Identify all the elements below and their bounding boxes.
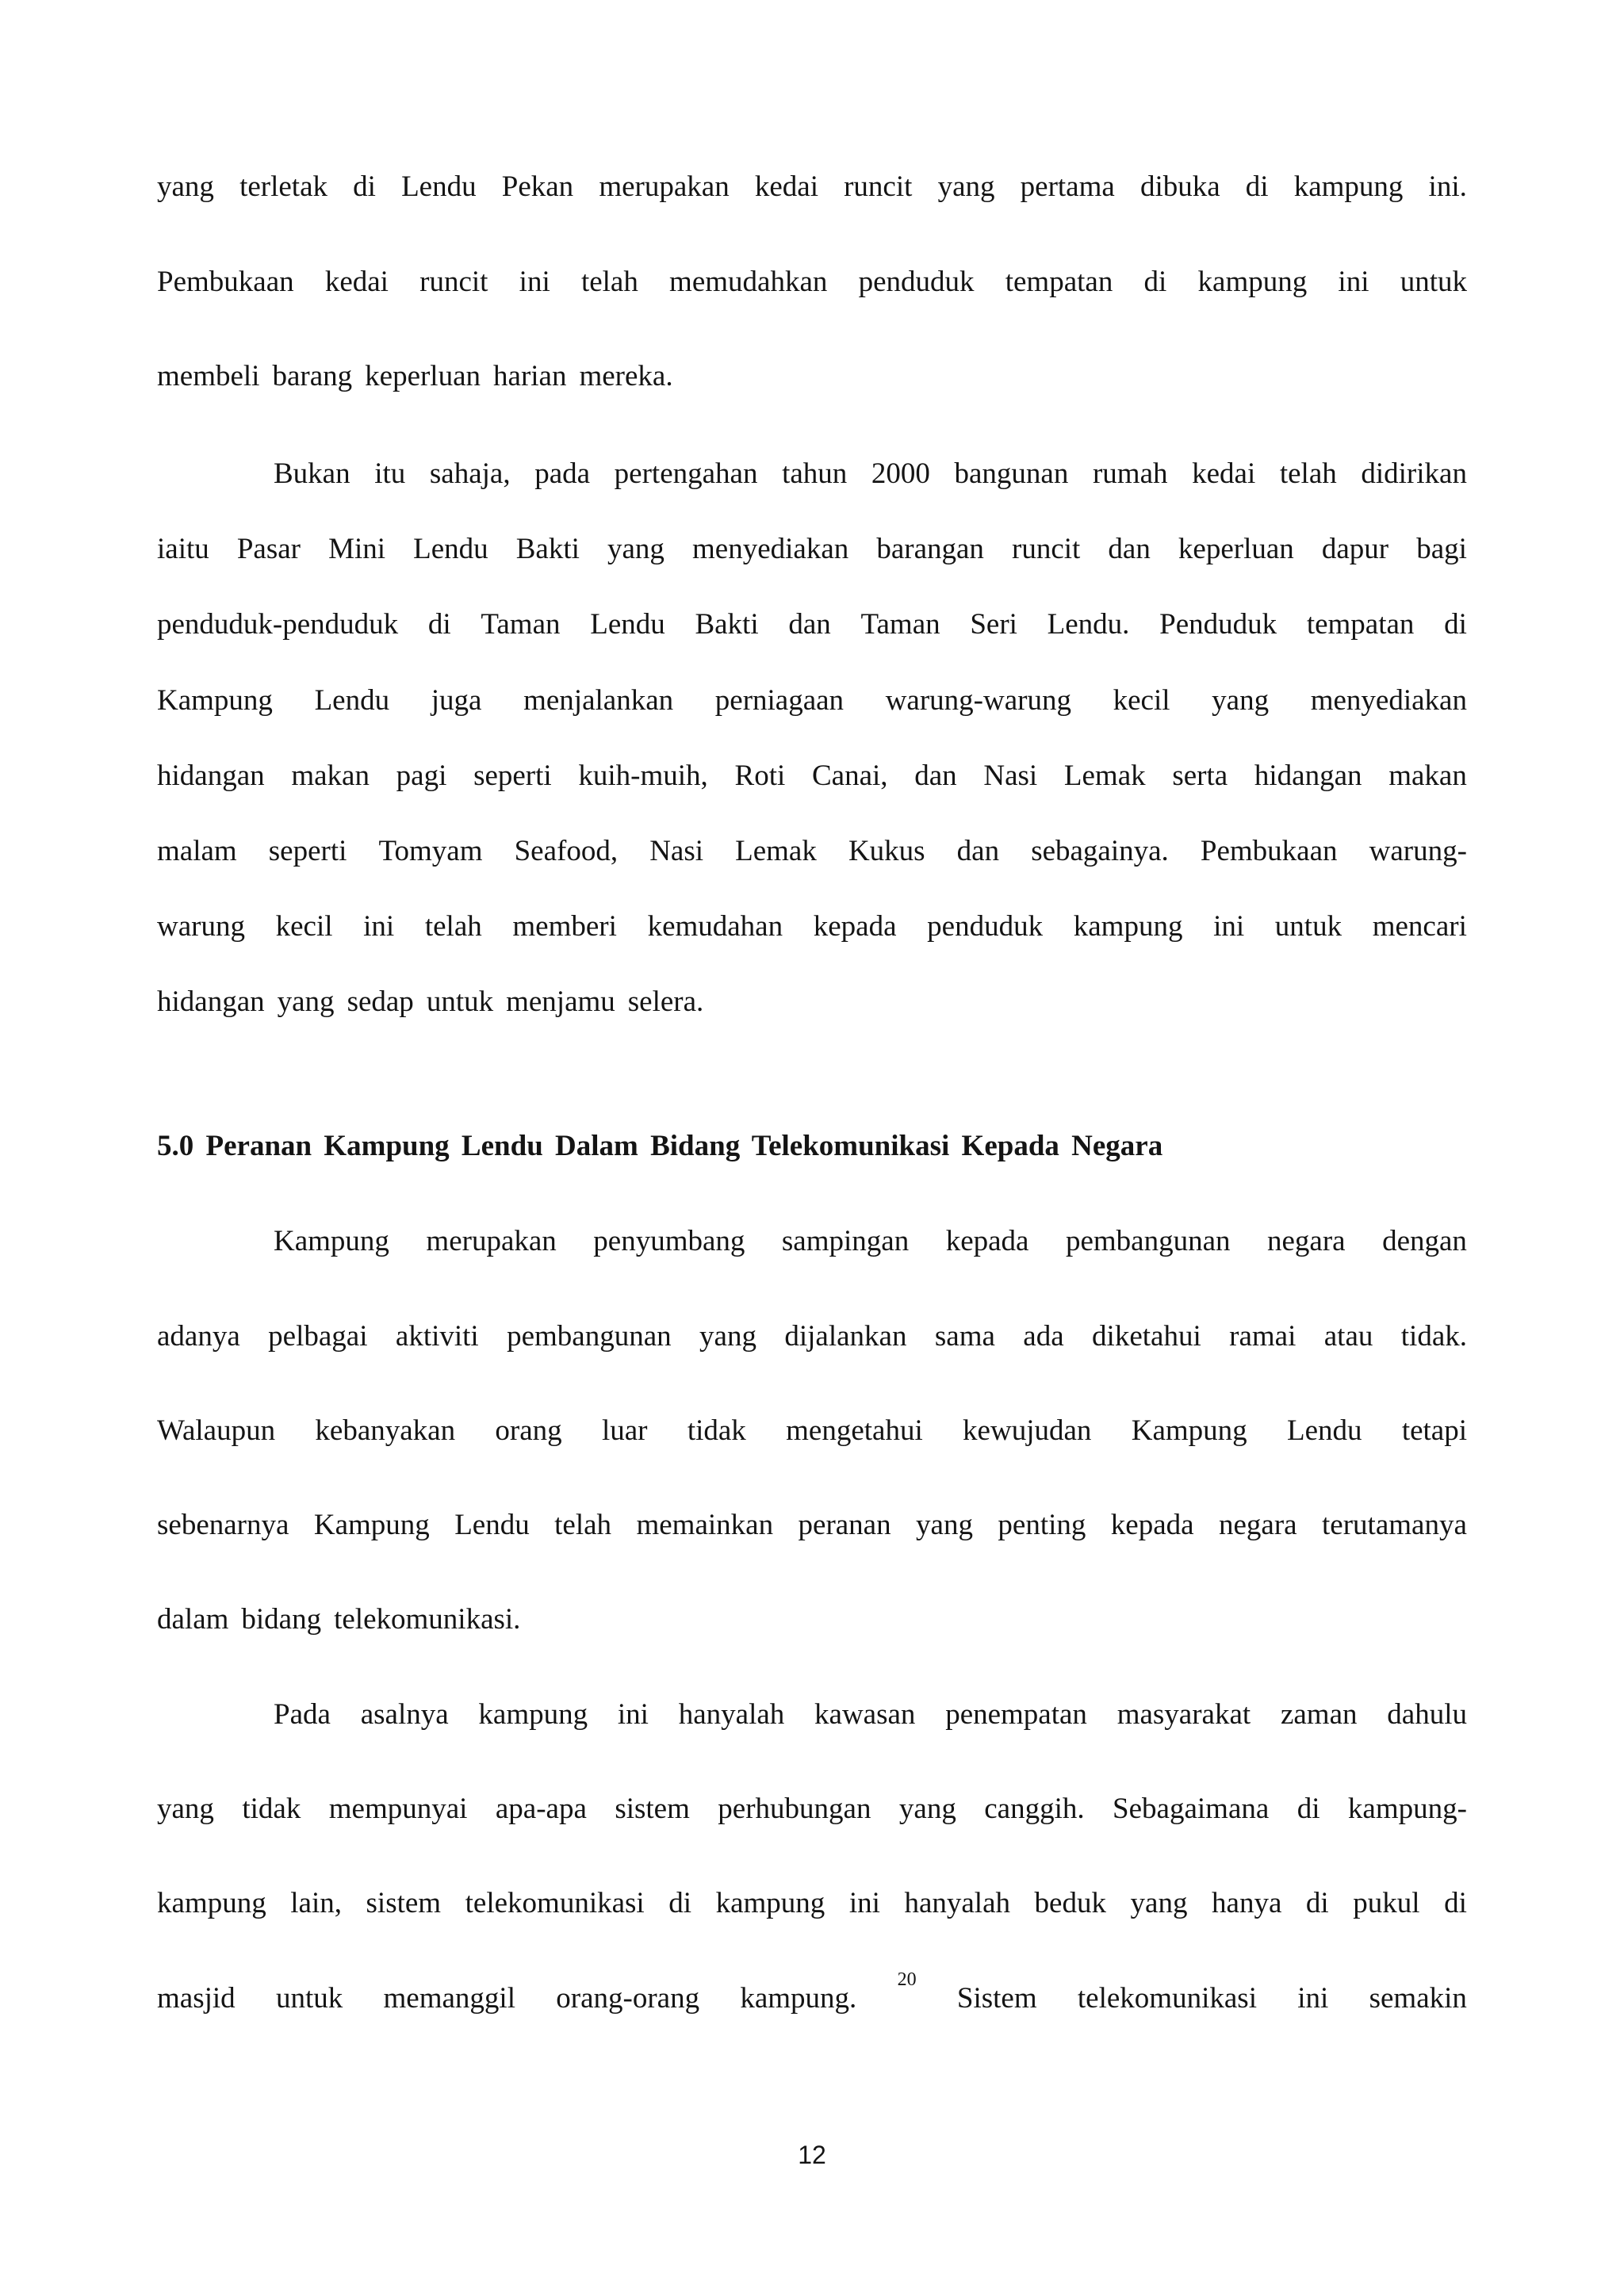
word: dijalankan — [784, 1320, 907, 1353]
word: kampung. — [740, 1982, 857, 2015]
word: untuk — [426, 985, 494, 1018]
word: kewujudan — [963, 1414, 1092, 1447]
word: runcit — [419, 266, 488, 298]
word: tempatan — [1005, 266, 1113, 298]
word: hanya — [1212, 1887, 1282, 1919]
text-line — [157, 908, 1467, 946]
word: seperti — [268, 835, 347, 867]
word: yang — [277, 985, 335, 1018]
text-line — [157, 757, 1467, 795]
word: Lendu — [413, 533, 488, 565]
word: kedai — [1192, 457, 1256, 490]
word: sebagainya. — [1031, 835, 1169, 867]
word: di — [1143, 266, 1167, 298]
word: dapur — [1321, 533, 1389, 565]
footnote-reference[interactable]: 20 — [897, 1969, 917, 1990]
word: serta — [1172, 760, 1228, 792]
word: Kampung — [274, 1225, 389, 1257]
word: kampung- — [1347, 1793, 1467, 1825]
word: masjid — [157, 1982, 236, 2015]
word: ini — [1297, 1982, 1329, 2015]
word: kepada — [1110, 1509, 1194, 1541]
word: memberi — [512, 910, 617, 943]
word: penempatan — [945, 1698, 1087, 1731]
word: warung- — [1369, 835, 1467, 867]
word: kebanyakan — [315, 1414, 456, 1447]
word: sampingan — [781, 1225, 910, 1257]
word: keperluan — [365, 360, 481, 392]
page-number: 12 — [798, 2141, 826, 2169]
word: Sistem — [956, 1982, 1037, 2015]
word: bagi — [1416, 533, 1467, 565]
word: telah — [1279, 457, 1337, 490]
word: telah — [424, 910, 482, 943]
word: yang — [898, 1793, 956, 1825]
word: menjalankan — [523, 684, 674, 717]
word: kawasan — [814, 1698, 916, 1731]
word: ini — [519, 266, 550, 298]
word: diketahui — [1092, 1320, 1201, 1353]
word: harian — [493, 360, 567, 392]
word: yang — [157, 1793, 214, 1825]
text-line — [157, 358, 1467, 396]
word: terletak — [239, 170, 328, 203]
word: Lemak — [735, 835, 817, 867]
word: seperti — [473, 760, 552, 792]
word: warung-warung — [885, 684, 1071, 717]
word: ramai — [1229, 1320, 1297, 1353]
word: makan — [1388, 760, 1467, 792]
word: tempatan — [1306, 608, 1415, 641]
word: Lemak — [1063, 760, 1146, 792]
word: kampung — [715, 1887, 825, 1919]
word: sama — [934, 1320, 995, 1353]
word: penduduk — [858, 266, 975, 298]
word: pembangunan — [507, 1320, 672, 1353]
word: telekomunikasi. — [334, 1603, 521, 1636]
word: peranan — [798, 1509, 891, 1541]
word: warung — [157, 910, 245, 943]
text-line — [157, 168, 1467, 206]
word: mengetahui — [786, 1414, 923, 1447]
text-line — [157, 1790, 1467, 1828]
text-line — [157, 682, 1467, 720]
word: menjamu — [506, 985, 615, 1018]
word: Lendu — [1286, 1414, 1362, 1447]
word: yang — [916, 1509, 973, 1541]
word: didirikan — [1361, 457, 1467, 490]
word: negara — [1219, 1509, 1297, 1541]
word: kedai — [324, 266, 389, 298]
word: di — [1444, 1887, 1467, 1919]
word: Penduduk — [1159, 608, 1277, 641]
word: mempunyai — [328, 1793, 468, 1825]
word: yang — [1212, 684, 1270, 717]
word: ini. — [1428, 170, 1467, 203]
word: Pekan — [501, 170, 574, 203]
word: perhubungan — [718, 1793, 871, 1825]
word: ini — [617, 1698, 649, 1731]
word: pertengahan — [614, 457, 758, 490]
word: kepada — [813, 910, 897, 943]
word: Bukan — [274, 457, 350, 490]
word: pertama — [1020, 170, 1115, 203]
word: ini — [363, 910, 395, 943]
word: mencari — [1372, 910, 1467, 943]
word: aktiviti — [395, 1320, 479, 1353]
word: zaman — [1280, 1698, 1358, 1731]
word: merupakan — [426, 1225, 557, 1257]
word: telekomunikasi — [1077, 1982, 1257, 2015]
text-line — [157, 1885, 1467, 1923]
word: sistem — [366, 1887, 442, 1919]
word: orang — [495, 1414, 562, 1447]
word: lain, — [290, 1887, 342, 1919]
word: masyarakat — [1116, 1698, 1251, 1731]
word: Pada — [274, 1698, 331, 1731]
word: dalam — [157, 1603, 229, 1636]
word: Pasar — [236, 533, 301, 565]
word: di — [668, 1887, 692, 1919]
word: di — [1305, 1887, 1329, 1919]
word: malam — [157, 835, 237, 867]
word: dahulu — [1387, 1698, 1467, 1731]
text-line — [274, 1223, 1467, 1261]
word: memudahkan — [669, 266, 828, 298]
word: hanyalah — [678, 1698, 785, 1731]
section-heading: 5.0 Peranan Kampung Lendu Dalam Bidang Telekomunikasi Kepada Negara — [157, 1130, 1163, 1162]
word: bangunan — [954, 457, 1069, 490]
word: memanggil — [383, 1982, 515, 2015]
text-line — [157, 1318, 1467, 1356]
text-line — [157, 1506, 1467, 1544]
word: tahun — [782, 457, 848, 490]
word: Roti — [734, 760, 786, 792]
word: penyumbang — [593, 1225, 745, 1257]
word: yang — [937, 170, 995, 203]
word: Lendu — [314, 684, 390, 717]
word: Taman — [860, 608, 940, 641]
word: Sebagaimana — [1113, 1793, 1270, 1825]
word: kedai — [754, 170, 818, 203]
word: Tomyam — [378, 835, 483, 867]
word: di — [427, 608, 451, 641]
word: tetapi — [1401, 1414, 1467, 1447]
word: untuk — [275, 1982, 343, 2015]
word: barangan — [876, 533, 984, 565]
word: Pembukaan — [1200, 835, 1338, 867]
word: Kukus — [848, 835, 925, 867]
word: dan — [914, 760, 957, 792]
word: kemudahan — [647, 910, 783, 943]
word: makan — [291, 760, 370, 792]
word: hanyalah — [904, 1887, 1010, 1919]
word: Seri — [970, 608, 1017, 641]
word: terutamanya — [1322, 1509, 1467, 1541]
word: beduk — [1034, 1887, 1106, 1919]
word: negara — [1266, 1225, 1346, 1257]
word: untuk — [1274, 910, 1342, 943]
word: di — [1444, 608, 1467, 641]
word: pukul — [1353, 1887, 1420, 1919]
word: runcit — [844, 170, 913, 203]
word: ini — [848, 1887, 880, 1919]
text-line — [274, 455, 1467, 493]
word: Pembukaan — [157, 266, 294, 298]
word: ini — [1338, 266, 1369, 298]
word: ini — [1213, 910, 1245, 943]
word: tidak — [242, 1793, 301, 1825]
word: 2000 — [871, 457, 930, 490]
word: tidak — [687, 1414, 746, 1447]
word: rumah — [1092, 457, 1168, 490]
word: mereka. — [579, 360, 673, 392]
word: kampung — [1293, 170, 1404, 203]
text-line — [157, 606, 1467, 644]
word: kampung — [157, 1887, 266, 1919]
text-line — [157, 530, 1467, 568]
word: Lendu — [401, 170, 477, 203]
word: kampung — [1073, 910, 1183, 943]
word: di — [1245, 170, 1269, 203]
word: memainkan — [636, 1509, 774, 1541]
word: Taman — [481, 608, 561, 641]
word: iaitu — [157, 533, 209, 565]
text-line — [157, 832, 1467, 871]
word: dan — [1108, 533, 1151, 565]
word: pada — [534, 457, 591, 490]
word: Nasi — [983, 760, 1038, 792]
word: Kampung — [157, 684, 273, 717]
word: yang — [157, 170, 214, 203]
word: hidangan — [157, 760, 265, 792]
word: penting — [998, 1509, 1086, 1541]
word: Walaupun — [157, 1414, 276, 1447]
word: kampung — [478, 1698, 588, 1731]
word: juga — [431, 684, 482, 717]
word: sistem — [615, 1793, 690, 1825]
word: dan — [956, 835, 1000, 867]
word: tidak. — [1400, 1320, 1467, 1353]
word: untuk — [1400, 266, 1467, 298]
word: di — [1297, 1793, 1320, 1825]
word: pelbagai — [268, 1320, 368, 1353]
word: kuih-muih, — [578, 760, 708, 792]
word: menyediakan — [1310, 684, 1467, 717]
word: selera. — [627, 985, 704, 1018]
word: Lendu — [590, 608, 665, 641]
word: orang-orang — [556, 1982, 700, 2015]
word: atau — [1323, 1320, 1373, 1353]
word: Kampung — [313, 1509, 430, 1541]
word: yang — [1130, 1887, 1188, 1919]
word: sebenarnya — [157, 1509, 289, 1541]
word: kecil — [1113, 684, 1170, 717]
word: kepada — [945, 1225, 1029, 1257]
word: merupakan — [599, 170, 730, 203]
word: dibuka — [1139, 170, 1220, 203]
word: bidang — [241, 1603, 322, 1636]
word: penduduk-penduduk — [157, 608, 399, 641]
word: Lendu — [454, 1509, 530, 1541]
word: Mini — [328, 533, 386, 565]
word: yang — [607, 533, 665, 565]
word: menyediakan — [692, 533, 849, 565]
text-line — [157, 263, 1467, 301]
word: telekomunikasi — [465, 1887, 645, 1919]
word: hidangan — [1254, 760, 1362, 792]
word: asalnya — [360, 1698, 449, 1731]
word: luar — [601, 1414, 648, 1447]
word: ada — [1023, 1320, 1064, 1353]
text-line-with-footnote — [157, 1969, 1467, 2018]
word: apa-apa — [495, 1793, 587, 1825]
word: kampung — [1197, 266, 1308, 298]
word: hidangan — [157, 985, 265, 1018]
word: Lendu. — [1047, 608, 1130, 641]
word: yang — [699, 1320, 756, 1353]
word: sahaja, — [429, 457, 511, 490]
word: pembangunan — [1065, 1225, 1231, 1257]
word: sedap — [347, 985, 414, 1018]
word: penduduk — [927, 910, 1044, 943]
word: runcit — [1012, 533, 1081, 565]
text-line — [157, 983, 1467, 1021]
text-line — [274, 1696, 1467, 1734]
word: Canai, — [811, 760, 888, 792]
word: itu — [374, 457, 406, 490]
word: membeli — [157, 360, 260, 392]
word: kecil — [275, 910, 333, 943]
word: di — [353, 170, 376, 203]
word: keperluan — [1178, 533, 1294, 565]
word: semakin — [1369, 1982, 1467, 2015]
word: adanya — [157, 1320, 240, 1353]
word: dengan — [1382, 1225, 1467, 1257]
word: Kampung — [1131, 1414, 1247, 1447]
text-line — [157, 1601, 1467, 1639]
word: telah — [554, 1509, 612, 1541]
word: pagi — [396, 760, 447, 792]
text-line — [157, 1412, 1467, 1450]
word: Bakti — [515, 533, 580, 565]
word: barang — [272, 360, 353, 392]
word: Bakti — [695, 608, 759, 641]
word: dan — [788, 608, 831, 641]
word: canggih. — [984, 1793, 1085, 1825]
word: Seafood, — [514, 835, 619, 867]
document-page — [157, 0, 1467, 2296]
word: perniagaan — [714, 684, 845, 717]
word: Nasi — [649, 835, 704, 867]
word: telah — [580, 266, 638, 298]
